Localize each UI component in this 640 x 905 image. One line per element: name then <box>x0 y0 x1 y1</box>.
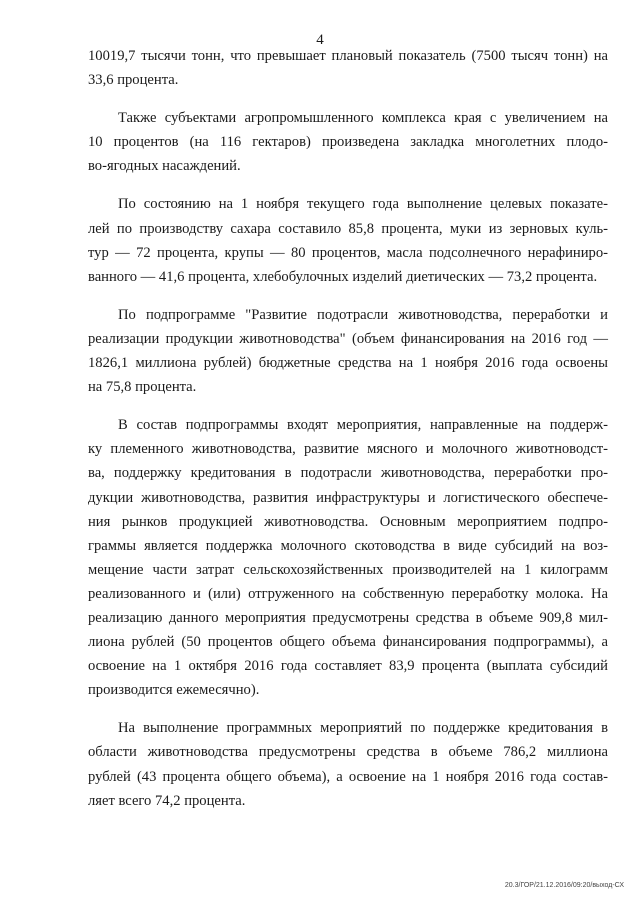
text-line: граммы является поддержка молочного скотоводства в виде субсидий на воз- <box>88 537 608 554</box>
document-body <box>88 44 608 827</box>
text-line: мещение части затрат сельскохозяйственных производителей на 1 килограмм <box>88 561 608 578</box>
text-line: ку племенного животноводства, развитие мясного и молочного животноводст- <box>88 441 608 458</box>
paragraph <box>88 716 608 812</box>
text-line: лей по производству сахара составило 85,8 процента, муки из зерновых куль- <box>88 220 608 237</box>
paragraph <box>88 106 608 178</box>
text-line: На выполнение программных мероприятий по поддержке кредитования в <box>118 720 608 737</box>
text-line: 1826,1 миллиона рублей) бюджетные средства на 1 ноября 2016 года освоены <box>88 355 608 372</box>
text-line: лиона рублей (50 процентов общего объема финансирования подпрограммы), а <box>88 634 608 651</box>
text-line: ния рынков продукцией животноводства. Основным мероприятием подпро- <box>88 513 608 530</box>
text-line: По подпрограмме "Развитие подотрасли животноводства, переработки и <box>118 306 608 323</box>
footer-stamp: 20.3/ГОР/21.12.2016/09:20/выход-СХ <box>504 882 624 889</box>
text-line: тур — 72 процента, крупы — 80 процентов, масла подсолнечного нерафиниро- <box>88 244 608 261</box>
text-line: ванного — 41,6 процента, хлебобулочных изделий диетических — 73,2 процента. <box>88 268 598 285</box>
text-line: 10 процентов (на 116 гектаров) произведена закладка многолетних плодо- <box>88 134 608 151</box>
text-line: на 75,8 процента. <box>88 379 197 396</box>
text-line: 10019,7 тысячи тонн, что превышает плановый показатель (7500 тысяч тонн) на <box>88 48 608 64</box>
paragraph <box>88 192 608 288</box>
text-line: дукции животноводства, развития инфраструктуры и логистического обеспече- <box>88 489 608 506</box>
text-line: рублей (43 процента общего объема), а освоение на 1 ноября 2016 года состав- <box>88 768 608 785</box>
paragraph <box>88 44 608 92</box>
text-line: реализацию данного мероприятия предусмотрены средства в объеме 909,8 мил- <box>88 609 608 626</box>
paragraph <box>88 303 608 399</box>
text-line: Также субъектами агропромышленного комплекса края с увеличением на <box>118 110 608 127</box>
text-line: 33,6 процента. <box>88 72 179 89</box>
text-line: во-ягодных насаждений. <box>88 158 241 175</box>
text-line: ва, поддержку кредитования в подотрасли животноводства, переработки про- <box>88 465 608 482</box>
text-line: производится ежемесячно). <box>88 682 260 699</box>
page-number: 4 <box>316 32 324 48</box>
text-line: По состоянию на 1 ноября текущего года выполнение целевых показате- <box>118 196 608 213</box>
text-line: области животноводства предусмотрены средства в объеме 786,2 миллиона <box>88 744 608 761</box>
text-line: реализованного и (или) отгруженного на собственную переработку молока. На <box>88 585 608 602</box>
text-line: реализации продукции животноводства" (объем финансирования на 2016 год — <box>88 330 608 347</box>
text-line: ляет всего 74,2 процента. <box>88 792 246 809</box>
paragraph <box>88 413 608 702</box>
text-line: В состав подпрограммы входят мероприятия, направленные на поддерж- <box>118 417 608 434</box>
text-line: освоение на 1 октября 2016 года составляет 83,9 процента (выплата субсидий <box>88 658 608 675</box>
